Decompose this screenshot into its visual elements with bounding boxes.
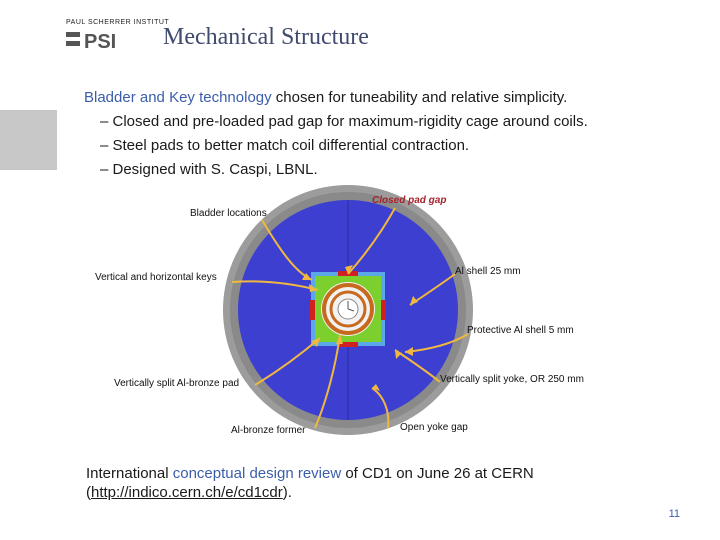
- label-closed-pad-gap: Closed pad gap: [372, 195, 447, 206]
- bullet-sub-1: – Closed and pre-loaded pad gap for maximum-rigidity cage around coils.: [100, 113, 588, 130]
- footer-link-close: ).: [282, 484, 292, 501]
- footer-note: [86, 464, 534, 502]
- bullet-main-highlight: Bladder and Key technology: [84, 89, 272, 106]
- bullet-sub-2: – Steel pads to better match coil differential contraction.: [100, 137, 470, 154]
- footer-prefix: International: [86, 465, 173, 482]
- footer-link-open: (: [86, 484, 91, 501]
- label-bladder-locations: Bladder locations: [190, 208, 267, 219]
- footer-middle: of CD1 on June 26 at CERN: [341, 465, 534, 482]
- label-open-yoke-gap: Open yoke gap: [400, 422, 468, 433]
- label-keys: Vertical and horizontal keys: [95, 272, 217, 283]
- label-protective-shell: Protective Al shell 5 mm: [467, 325, 574, 336]
- label-al-shell: Al shell 25 mm: [455, 266, 521, 277]
- bullet-sub-3: – Designed with S. Caspi, LBNL.: [100, 161, 318, 178]
- page-number: 11: [668, 508, 680, 520]
- footer-highlight: conceptual design review: [172, 465, 342, 482]
- label-split-yoke: Vertically split yoke, OR 250 mm: [440, 374, 584, 385]
- institute-name: PAUL SCHERRER INSTITUT: [66, 19, 170, 26]
- bullet-main-text: chosen for tuneability and relative simplicity.: [271, 89, 568, 106]
- label-split-pad: Vertically split Al-bronze pad: [114, 378, 240, 389]
- cdr-link[interactable]: http://indico.cern.ch/e/cd1cdr: [91, 484, 283, 501]
- psi-logo-text: PSI: [84, 31, 117, 51]
- label-former: Al-bronze former: [231, 425, 306, 436]
- page-title: Mechanical Structure: [163, 24, 369, 50]
- key-right: [381, 300, 386, 320]
- key-left: [310, 300, 315, 320]
